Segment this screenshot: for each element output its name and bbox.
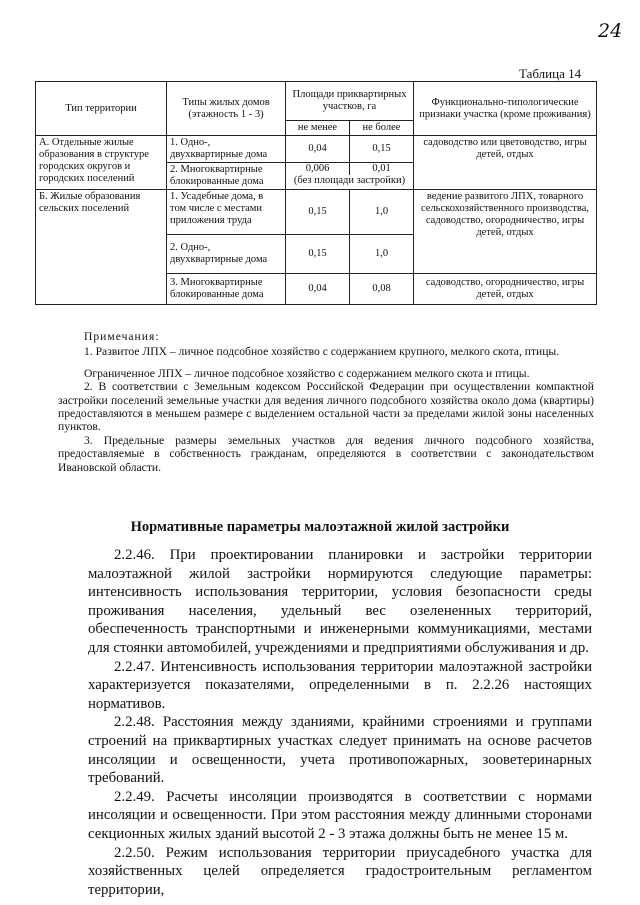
note-1b: Ограниченное ЛПХ – личное подсобное хозяйство с содержанием мелкого скота и птицы. (84, 366, 530, 380)
cell-house-type: 3. Многоквартирные блокированные дома (167, 274, 286, 305)
cell-house-type: 1. Одно-, двухквартирные дома (167, 136, 286, 163)
paragraph-2-2-50: 2.2.50. Режим использования территории приусадебного участка для хозяйственных целей определяется градостроительным регламентом территории, (88, 844, 592, 898)
header-functional: Функционально-типологические признаки участка (кроме проживания) (414, 82, 597, 136)
cell-house-type: 1. Усадебные дома, в том числе с местами приложения труда (167, 190, 286, 235)
cell-max: 1,0 (350, 235, 414, 274)
header-min: не менее (286, 121, 350, 136)
cell-functional: ведение развитого ЛПХ, товарного сельскохозяйственного производства, садоводство, огородничество, игры детей, отдых (414, 190, 597, 274)
header-max: не более (350, 121, 414, 136)
notes-block (58, 330, 594, 474)
cell-territory: Б. Жилые образования сельских поселений (36, 190, 167, 305)
cell-min: 0,04 (286, 136, 350, 163)
cell-house-type: 2. Одно-, двухквартирные дома (167, 235, 286, 274)
table-row (36, 136, 597, 163)
paragraph-2-2-48: 2.2.48. Расстояния между зданиями, крайними строениями и группами строений на приквартирных участках следует принимать на основе расчетов инсоляции и освещенности, учета противопожарных, зооветеринарных требований. (88, 714, 592, 787)
cell-functional: садоводство или цветоводство, игры детей, отдых (414, 136, 597, 190)
cell-max: 0,15 (350, 136, 414, 163)
header-house-types: Типы жилых домов (этажность 1 - 3) (167, 82, 286, 136)
note-2: 2. В соответствии с Земельным кодексом Российской Федерации при осуществлении компактной застройки поселений земельные участки для ведения личного подсобного хозяйства около дома (квартиры) предоставляются в меньшем размере с выделением остальной части за пределами жилой зоны населенных пунктов. (58, 380, 594, 434)
paragraph-2-2-47: 2.2.47. Интенсивность использования территории малоэтажной застройки характеризуется показателями, определенными в п. 2.2.26 настоящих нормативов. (88, 658, 592, 712)
cell-functional: садоводство, огородничество, игры детей, отдых (414, 274, 597, 305)
note-1: 1. Развитое ЛПХ – личное подсобное хозяйство с содержанием крупного, мелкого скота, птицы. (84, 345, 560, 359)
cell-min: 0,15 (286, 235, 350, 274)
note-3: 3. Предельные размеры земельных участков для ведения личного подсобного хозяйства, предоставляемые в собственность гражданам, определяются в соответствии с законодательством Ивановской области. (58, 433, 594, 474)
table-caption: Таблица 14 (519, 66, 582, 81)
cell-max: 0,01 (349, 163, 413, 175)
table-row (36, 190, 597, 235)
cell-min: 0,04 (286, 274, 350, 305)
table-header-row (36, 82, 597, 121)
cell-min: 0,006 (305, 163, 330, 174)
paragraph-2-2-46: 2.2.46. При проектировании планировки и застройки территории малоэтажной жилой застройки нормируются следующие параметры: интенсивность использования территории, условия безопасности среды проживания населения, удельный вес озелененных территорий, обеспеченность транспортными и инженерными коммуникациями, местами для стоянки автомобилей, учреждениями и предприятиями обслуживания и др. (88, 547, 592, 656)
paragraph-2-2-49: 2.2.49. Расчеты инсоляции производятся в соответствии с нормами инсоляции и освещенности. При этом расстояния между длинными сторонами секционных жилых зданий высотой 2 - 3 этажа должны быть не менее 15 м. (88, 788, 592, 842)
body-text (88, 546, 592, 899)
table-14 (35, 81, 597, 305)
cell-max: 0,08 (350, 274, 414, 305)
notes-heading: Примечания: (84, 330, 160, 343)
cell-area-combined (286, 163, 414, 190)
page-number: 24 (598, 20, 623, 42)
cell-house-type: 2. Многоквартирные блокированные дома (167, 163, 286, 190)
header-area: Площади приквартирных участков, га (286, 82, 414, 121)
cell-area-note: (без площади застройки) (293, 175, 406, 186)
cell-max: 1,0 (350, 190, 414, 235)
header-territory-type: Тип территории (36, 82, 167, 136)
cell-min: 0,15 (286, 190, 350, 235)
cell-territory: А. Отдельные жилые образования в структуре городских округов и городских поселений (36, 136, 167, 190)
section-title: Нормативные параметры малоэтажной жилой застройки (130, 519, 510, 535)
